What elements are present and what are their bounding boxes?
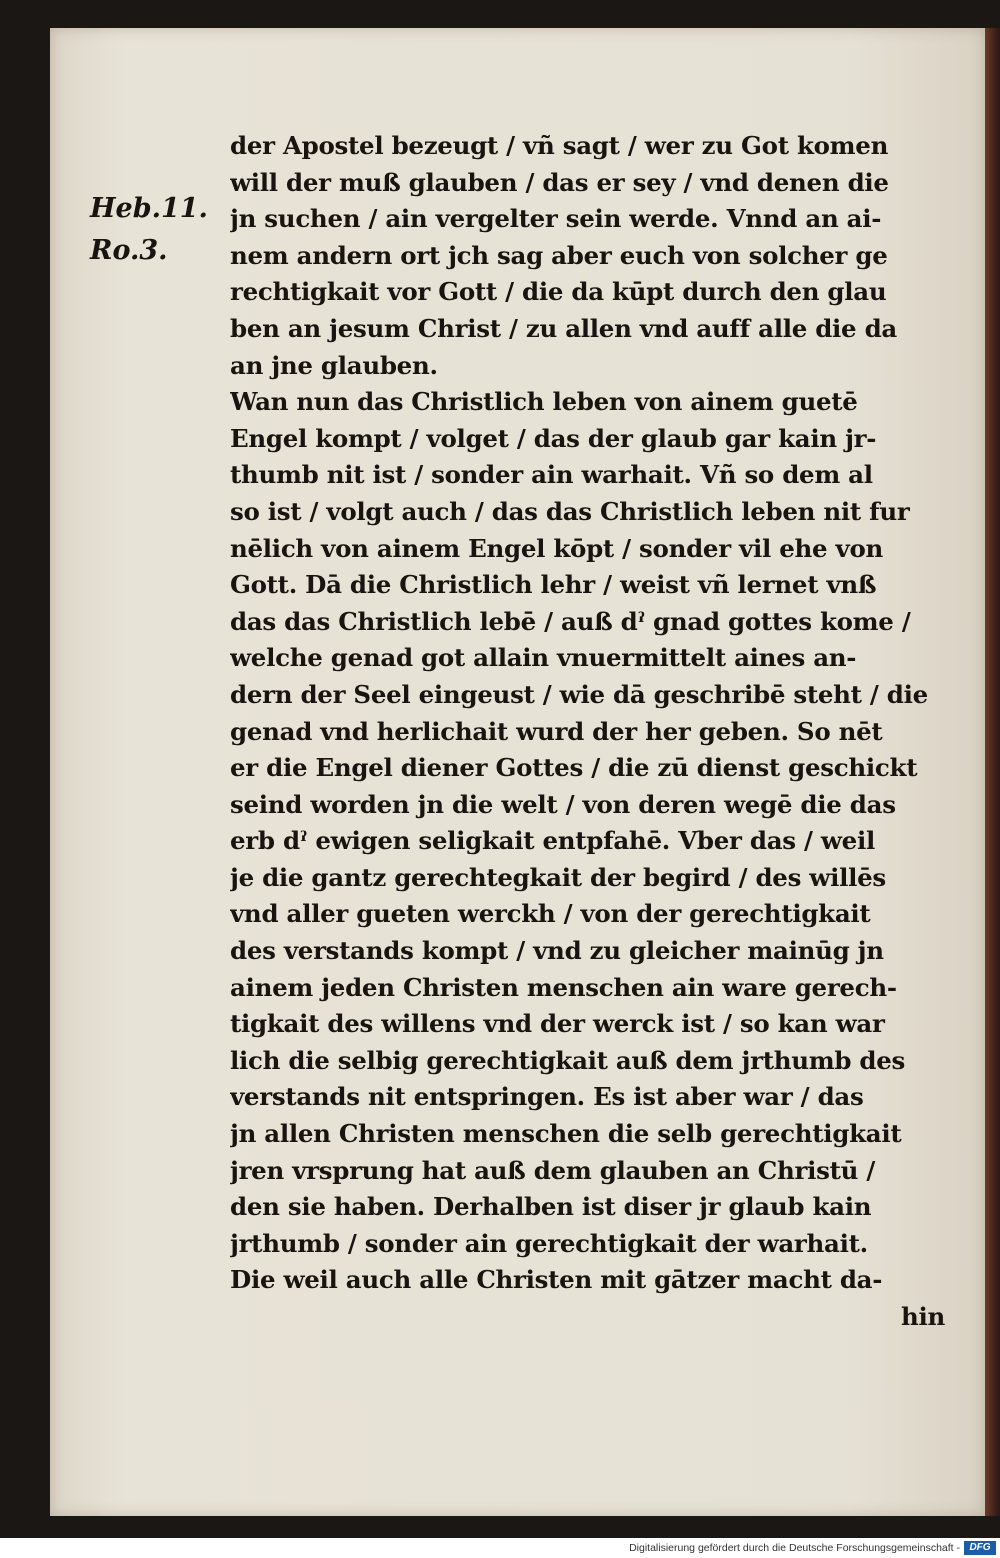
text-line: ainem jeden Christen menschen ain ware gerech- [230, 972, 897, 1002]
text-line: vnd aller gueten werckh / von der gerechtigkait [230, 899, 871, 929]
text-line: rechtigkait vor Gott / die da kūpt durch den glau [230, 277, 887, 307]
text-line: welche genad got allain vnuermittelt aines an- [230, 643, 857, 673]
text-line: tigkait des willens vnd der werck ist / so kan war [230, 1009, 885, 1039]
page-edge [985, 28, 1000, 1516]
text-line: des verstands kompt / vnd zu gleicher mainūg jn [230, 936, 884, 966]
text-line: jren vrsprung hat auß dem glauben an Christū / [230, 1155, 876, 1185]
text-line: ben an jesum Christ / zu allen vnd auff alle die da [230, 313, 897, 343]
marginal-notes [90, 188, 208, 272]
text-line: jrthumb / sonder ain gerechtigkait der warhait. [230, 1228, 868, 1258]
text-line: dern der Seel eingeust / wie dā geschribē steht / die [230, 679, 928, 709]
text-line: seind worden jn die welt / von deren wegē die das [230, 789, 896, 819]
text-line: genad vnd herlichait wurd der her geben. So nēt [230, 716, 883, 746]
text-line: nem andern ort jch sag aber euch von solcher ge [230, 240, 888, 270]
text-line: jn allen Christen menschen die selb gerechtigkait [230, 1119, 902, 1149]
text-line: so ist / volgt auch / das das Christlich leben nit fur [230, 496, 910, 526]
text-line: erb dˀ ewigen seligkait entpfahē. Vber das / weil [230, 826, 875, 856]
text-line: der Apostel bezeugt / vñ sagt / wer zu Got komen [230, 131, 889, 160]
text-line: Engel kompt / volget / das der glaub gar kain jr- [230, 423, 877, 453]
text-line: Die weil auch alle Christen mit gātzer macht da- [230, 1265, 883, 1295]
footer-bar [0, 1538, 1000, 1558]
text-line: an jne glauben. [230, 350, 438, 380]
text-line: Wan nun das Christlich leben von ainem guetē [230, 387, 858, 417]
funding-credit: Digitalisierung gefördert durch die Deutsche Forschungsgemeinschaft - [629, 1542, 960, 1554]
text-line: er die Engel diener Gottes / die zū dienst geschickt [230, 753, 918, 783]
text-line: verstands nit entspringen. Es ist aber war / das [230, 1082, 864, 1112]
text-line: nēlich von ainem Engel kōpt / sonder vil ehe von [230, 533, 884, 563]
text-line: thumb nit ist / sonder ain warhait. Vñ so dem al [230, 460, 873, 490]
text-line: will der muß glauben / das er sey / vnd denen die [230, 167, 889, 197]
text-line: je die gantz gerechtegkait der begird / des willēs [230, 862, 886, 892]
text-line: den sie haben. Derhalben ist diser jr glaub kain [230, 1192, 872, 1222]
dfg-logo: DFG [964, 1541, 996, 1555]
text-line: Gott. Dā die Christlich lehr / weist vñ lernet vnß [230, 570, 877, 600]
text-line: jn suchen / ain vergelter sein werde. Vnnd an ai- [230, 204, 882, 234]
marginal-note: Heb.11. [90, 193, 208, 224]
book-page [50, 28, 985, 1516]
marginal-note: Ro.3. [90, 235, 168, 266]
catchword: hin [900, 1302, 945, 1331]
text-line: das das Christlich lebē / auß dˀ gnad gottes kome / [230, 606, 911, 636]
text-line: lich die selbig gerechtigkait auß dem jrthumb des [230, 1045, 906, 1075]
page-body-text [230, 128, 945, 1336]
